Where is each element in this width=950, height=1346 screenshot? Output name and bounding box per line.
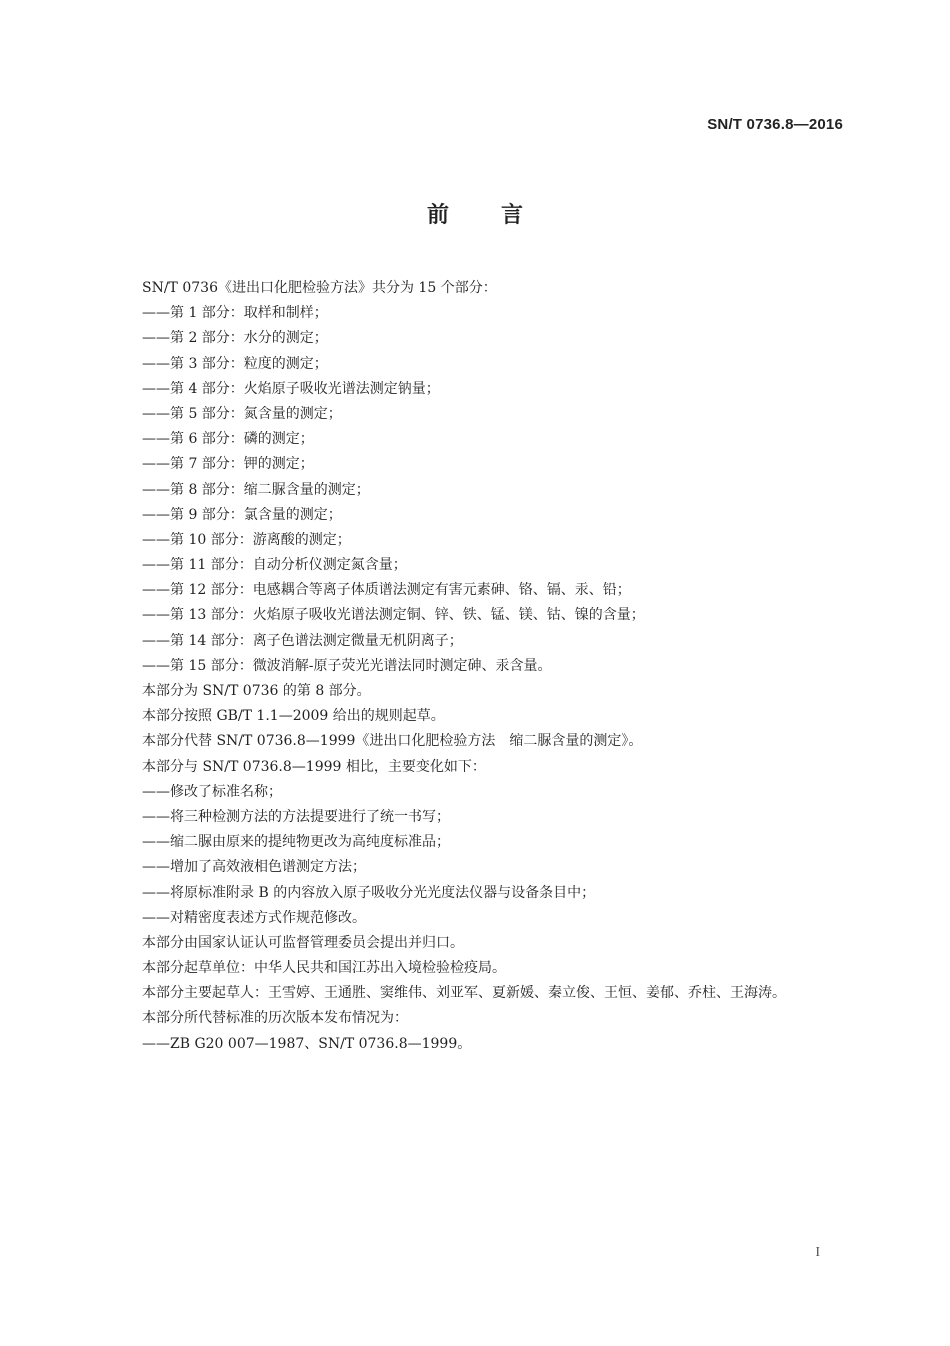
text-line: ——第 14 部分：离子色谱法测定微量无机阴离子；: [142, 632, 463, 649]
text-line: ——ZB G20 007—1987、SN/T 0736.8—1999。: [142, 1035, 472, 1052]
text-line: 本部分为 SN/T 0736 的第 8 部分。: [142, 683, 371, 699]
text-line: ——将三种检测方法的方法提要进行了统一书写；: [142, 808, 450, 825]
text-line: 本部分代替 SN/T 0736.8—1999《进出口化肥检验方法 缩二脲含量的测定》。: [142, 733, 643, 750]
text-line: ——将原标准附录 B 的内容放入原子吸收分光光度法仪器与设备条目中；: [142, 884, 596, 901]
text-line: ——第 15 部分：微波消解-原子荧光光谱法同时测定砷、汞含量。: [142, 657, 552, 674]
text-line: 本部分起草单位：中华人民共和国江苏出入境检验检疫局。: [142, 960, 506, 977]
text-line: ——第 6 部分：磷的测定；: [142, 431, 314, 448]
text-line: 本部分主要起草人：王雪婷、王通胜、窦维伟、刘亚军、夏新媛、秦立俊、王恒、姜郁、乔柱、王海涛。: [142, 985, 786, 1002]
text-line: 本部分与 SN/T 0736.8—1999 相比，主要变化如下：: [142, 758, 486, 775]
text-line: ——第 9 部分：氯含量的测定；: [142, 506, 342, 523]
text-line: ——第 5 部分：氮含量的测定；: [142, 405, 342, 422]
text-line: ——增加了高效液相色谱测定方法；: [142, 859, 366, 876]
page-number: I: [815, 1245, 820, 1260]
text-line: ——第 2 部分：水分的测定；: [142, 330, 328, 347]
text-line: ——缩二脲由原来的提纯物更改为高纯度标准品；: [142, 834, 450, 851]
text-line: ——第 10 部分：游离酸的测定；: [142, 531, 351, 548]
text-line: ——第 7 部分：钾的测定；: [142, 456, 314, 473]
text-line: ——第 12 部分：电感耦合等离子体质谱法测定有害元素砷、铬、镉、汞、铅；: [142, 582, 631, 599]
text-line: 本部分由国家认证认可监督管理委员会提出并归口。: [142, 934, 464, 951]
text-line: ——第 13 部分：火焰原子吸收光谱法测定铜、锌、铁、锰、镁、钴、镍的含量；: [142, 607, 645, 624]
text-line: ——第 4 部分：火焰原子吸收光谱法测定钠量；: [142, 380, 440, 397]
page-title: 前言: [426, 203, 575, 228]
standard-code: SN/T 0736.8—2016: [707, 116, 843, 133]
text-line: ——第 3 部分：粒度的测定；: [142, 355, 328, 372]
text-line: ——第 11 部分：自动分析仪测定氮含量；: [142, 557, 407, 574]
text-line: ——对精密度表述方式作规范修改。: [142, 909, 366, 926]
foreword-body: [142, 276, 842, 1057]
text-line: 本部分按照 GB/T 1.1—2009 给出的规则起草。: [142, 708, 445, 725]
text-line: ——修改了标准名称；: [142, 783, 282, 800]
text-line: ——第 8 部分：缩二脲含量的测定；: [142, 481, 370, 498]
text-line: 本部分所代替标准的历次版本发布情况为：: [142, 1010, 408, 1027]
text-line: SN/T 0736《进出口化肥检验方法》共分为 15 个部分：: [142, 280, 497, 296]
text-line: ——第 1 部分：取样和制样；: [142, 305, 328, 322]
